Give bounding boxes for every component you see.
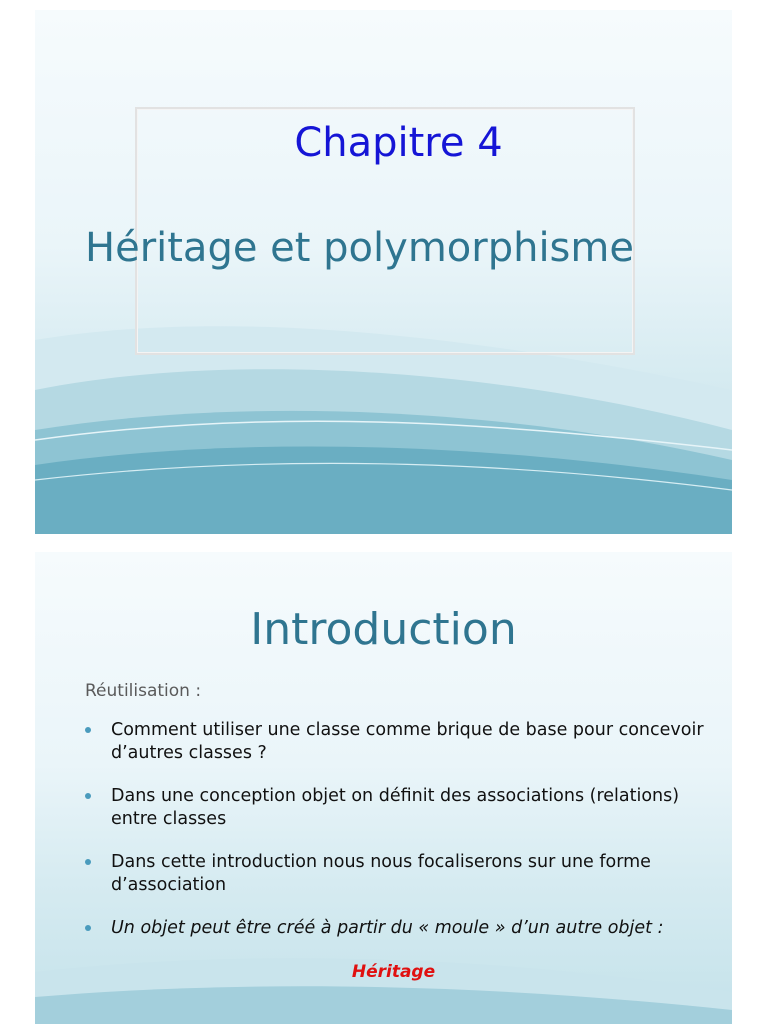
list-item [85, 917, 705, 940]
bullet-text: Comment utiliser une classe comme brique de base pour concevoir d’autres classes ? [111, 720, 704, 763]
bullet-text: Dans une conception objet on définit des associations (relations) entre classes [111, 786, 680, 829]
slide-title: Introduction [250, 604, 517, 655]
chapter-heading: Chapitre 4 [294, 120, 503, 166]
slide-introduction [35, 552, 732, 1024]
bullet-list [85, 719, 705, 960]
bullet-dot-icon [85, 925, 91, 931]
bullet-text: Un objet peut être créé à partir du « moule » d’un autre objet : [111, 918, 664, 938]
list-item [85, 719, 705, 765]
highlight-keyword: Héritage [351, 962, 436, 982]
section-label: Réutilisation : [85, 681, 202, 701]
bullet-dot-icon [85, 793, 91, 799]
list-item [85, 851, 705, 897]
bullet-dot-icon [85, 859, 91, 865]
bullet-text: Dans cette introduction nous nous focaliserons sur une forme d’association [111, 852, 651, 895]
slide-title [35, 10, 732, 534]
bullet-dot-icon [85, 727, 91, 733]
list-item [85, 785, 705, 831]
chapter-subtitle: Héritage et polymorphisme [85, 225, 634, 271]
